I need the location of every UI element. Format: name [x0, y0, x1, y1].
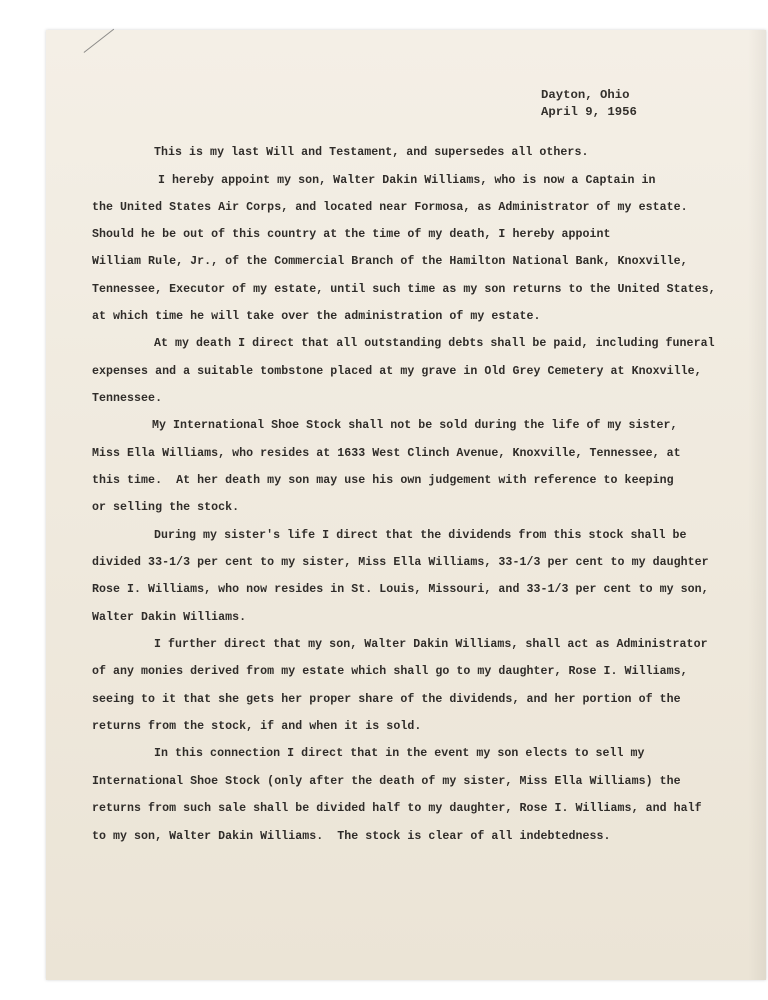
text-line: This is my last Will and Testament, and supersedes all others. [154, 146, 589, 159]
text-line: expenses and a suitable tombstone placed at my grave in Old Grey Cemetery at Knoxville, [92, 365, 702, 378]
text-line: I further direct that my son, Walter Dakin Williams, shall act as Administrator [154, 638, 708, 651]
text-line: During my sister's life I direct that the dividends from this stock shall be [154, 529, 687, 542]
text-line: to my son, Walter Dakin Williams. The stock is clear of all indebtedness. [92, 830, 611, 843]
text-line: this time. At her death my son may use his own judgement with reference to keeping [92, 474, 674, 487]
text-line: the United States Air Corps, and located near Formosa, as Administrator of my estate. [92, 201, 688, 214]
text-line: returns from such sale shall be divided half to my daughter, Rose I. Williams, and half [92, 802, 702, 815]
text-line: or selling the stock. [92, 501, 240, 514]
text-line: I hereby appoint my son, Walter Dakin Williams, who is now a Captain in [158, 174, 656, 187]
text-line: International Shoe Stock (only after the death of my sister, Miss Ella Williams) the [92, 775, 681, 788]
text-line: Walter Dakin Williams. [92, 611, 247, 624]
text-line: Rose I. Williams, who now resides in St. Louis, Missouri, and 33-1/3 per cent to my son, [92, 583, 709, 596]
place-line: Dayton, Ohio [541, 88, 630, 102]
text-line: In this connection I direct that in the event my son elects to sell my [154, 747, 645, 760]
dateline [541, 87, 637, 121]
text-line: Should he be out of this country at the time of my death, I hereby appoint [92, 228, 611, 241]
text-line: seeing to it that she gets her proper share of the dividends, and her portion of the [92, 693, 681, 706]
text-line: Tennessee, Executor of my estate, until such time as my son returns to the United States, [92, 283, 716, 296]
date-line: April 9, 1956 [541, 105, 637, 119]
text-line: My International Shoe Stock shall not be sold during the life of my sister, [152, 419, 678, 432]
text-line: divided 33-1/3 per cent to my sister, Miss Ella Williams, 33-1/3 per cent to my daughter [92, 556, 709, 569]
text-line: of any monies derived from my estate which shall go to my daughter, Rose I. Williams, [92, 665, 688, 678]
text-line: At my death I direct that all outstanding debts shall be paid, including funeral [154, 337, 715, 350]
text-line: returns from the stock, if and when it is sold. [92, 720, 422, 733]
text-line: Miss Ella Williams, who resides at 1633 West Clinch Avenue, Knoxville, Tennessee, at [92, 447, 681, 460]
text-line: Tennessee. [92, 392, 163, 405]
text-line: at which time he will take over the administration of my estate. [92, 310, 541, 323]
text-line: William Rule, Jr., of the Commercial Branch of the Hamilton National Bank, Knoxville, [92, 255, 688, 268]
